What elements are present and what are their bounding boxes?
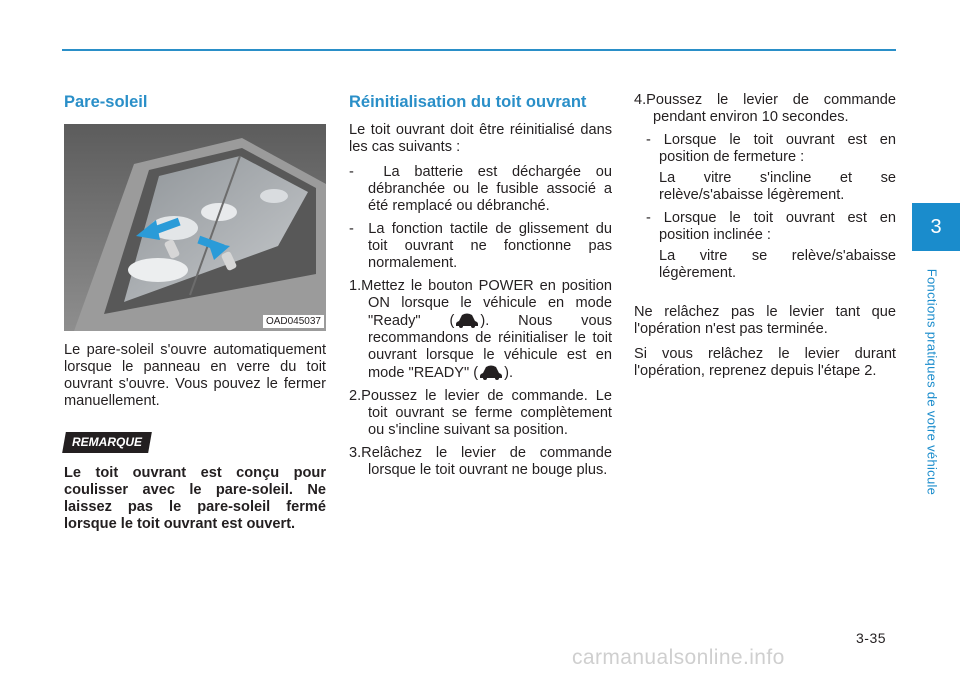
step-text: ). Nous vous recommandons de réinitialiser le toit ouvrant lorsque le véhicule est en mode "READY" (: [368, 313, 613, 381]
column-reset-continued: [634, 92, 896, 388]
step-2: [349, 388, 612, 439]
chapter-number: 3: [930, 215, 942, 238]
note-label: REMARQUE: [72, 435, 143, 449]
header-rule: [62, 49, 896, 51]
sub-mark: -: [646, 132, 651, 148]
step-number: 4.: [634, 92, 647, 108]
note-text: Le toit ouvrant est conçu pour coulisser avec le pare-soleil. Ne laissez pas le pare-soleil fermé lorsque le toit ouvrant est ouvert.: [64, 465, 326, 532]
step-text: Relâchez le levier de commande lorsque le toit ouvrant ne bouge plus.: [361, 445, 612, 478]
sub-text: Lorsque le toit ouvrant est en position inclinée :: [659, 210, 897, 243]
bullet-mark: -: [349, 221, 354, 237]
step-text: ).: [504, 365, 514, 381]
column-sunshade: [64, 92, 326, 541]
sunshade-paragraph: Le pare-soleil s'ouvre automatiquement lorsque le panneau en verre du toit ouvrant s'ouvre. Vous pouvez le fermer manuellement.: [64, 342, 326, 409]
sunshade-figure: [64, 124, 326, 331]
bullet-text: La fonction tactile de glissement du toit ouvrant ne fonctionne pas normalement.: [368, 221, 613, 271]
figure-code: OAD045037: [263, 315, 324, 328]
step-number: 3.: [349, 445, 362, 461]
list-item: [349, 221, 612, 272]
reset-heading: Réinitialisation du toit ouvrant: [349, 93, 587, 111]
paragraph: Ne relâchez pas le levier tant que l'opération n'est pas terminée.: [634, 304, 896, 337]
chapter-number-tab: [912, 203, 960, 251]
step-text: Mettez le bouton POWER en position ON lorsque le véhicule en mode "Ready" (: [361, 278, 612, 329]
list-item: [349, 164, 612, 215]
watermark: carmanualsonline.info: [572, 646, 785, 669]
sub-detail: La vitre s'incline et se relève/s'abaisse légèrement.: [659, 170, 896, 203]
step-text: Poussez le levier de commande pendant environ 10 secondes.: [646, 92, 896, 125]
sub-mark: -: [646, 210, 651, 226]
car-ready-icon: [455, 312, 479, 328]
paragraph: Si vous relâchez le levier durant l'opération, reprenez depuis l'étape 2.: [634, 346, 896, 379]
column-reset: [349, 92, 612, 485]
step-1: [349, 278, 612, 382]
note-badge: [62, 432, 152, 453]
reset-intro: Le toit ouvrant doit être réinitialisé dans les cas suivants :: [349, 122, 612, 155]
step-number: 1.: [349, 278, 362, 294]
step-number: 2.: [349, 388, 362, 404]
sub-item: [634, 210, 896, 244]
step-4: [634, 92, 896, 126]
sub-item: [634, 132, 896, 166]
page-number: 3-35: [856, 630, 887, 646]
bullet-mark: -: [349, 164, 354, 180]
sunshade-heading: Pare-soleil: [64, 93, 148, 111]
step-text: Poussez le levier de commande. Le toit ouvrant se ferme complètement ou s'incline suivant sa position.: [361, 388, 612, 438]
sunroof-photo: [64, 124, 326, 331]
car-ready-icon: [479, 364, 503, 380]
sub-detail: La vitre se relève/s'abaisse légèrement.: [659, 248, 896, 281]
sub-text: Lorsque le toit ouvrant est en position de fermeture :: [659, 132, 897, 165]
bullet-text: La batterie est déchargée ou débranchée ou le fusible associé a été remplacé ou débranché.: [368, 164, 612, 214]
step-3: [349, 445, 612, 479]
chapter-title-vertical: [924, 258, 940, 506]
chapter-title: Fonctions pratiques de votre véhicule: [924, 268, 940, 496]
